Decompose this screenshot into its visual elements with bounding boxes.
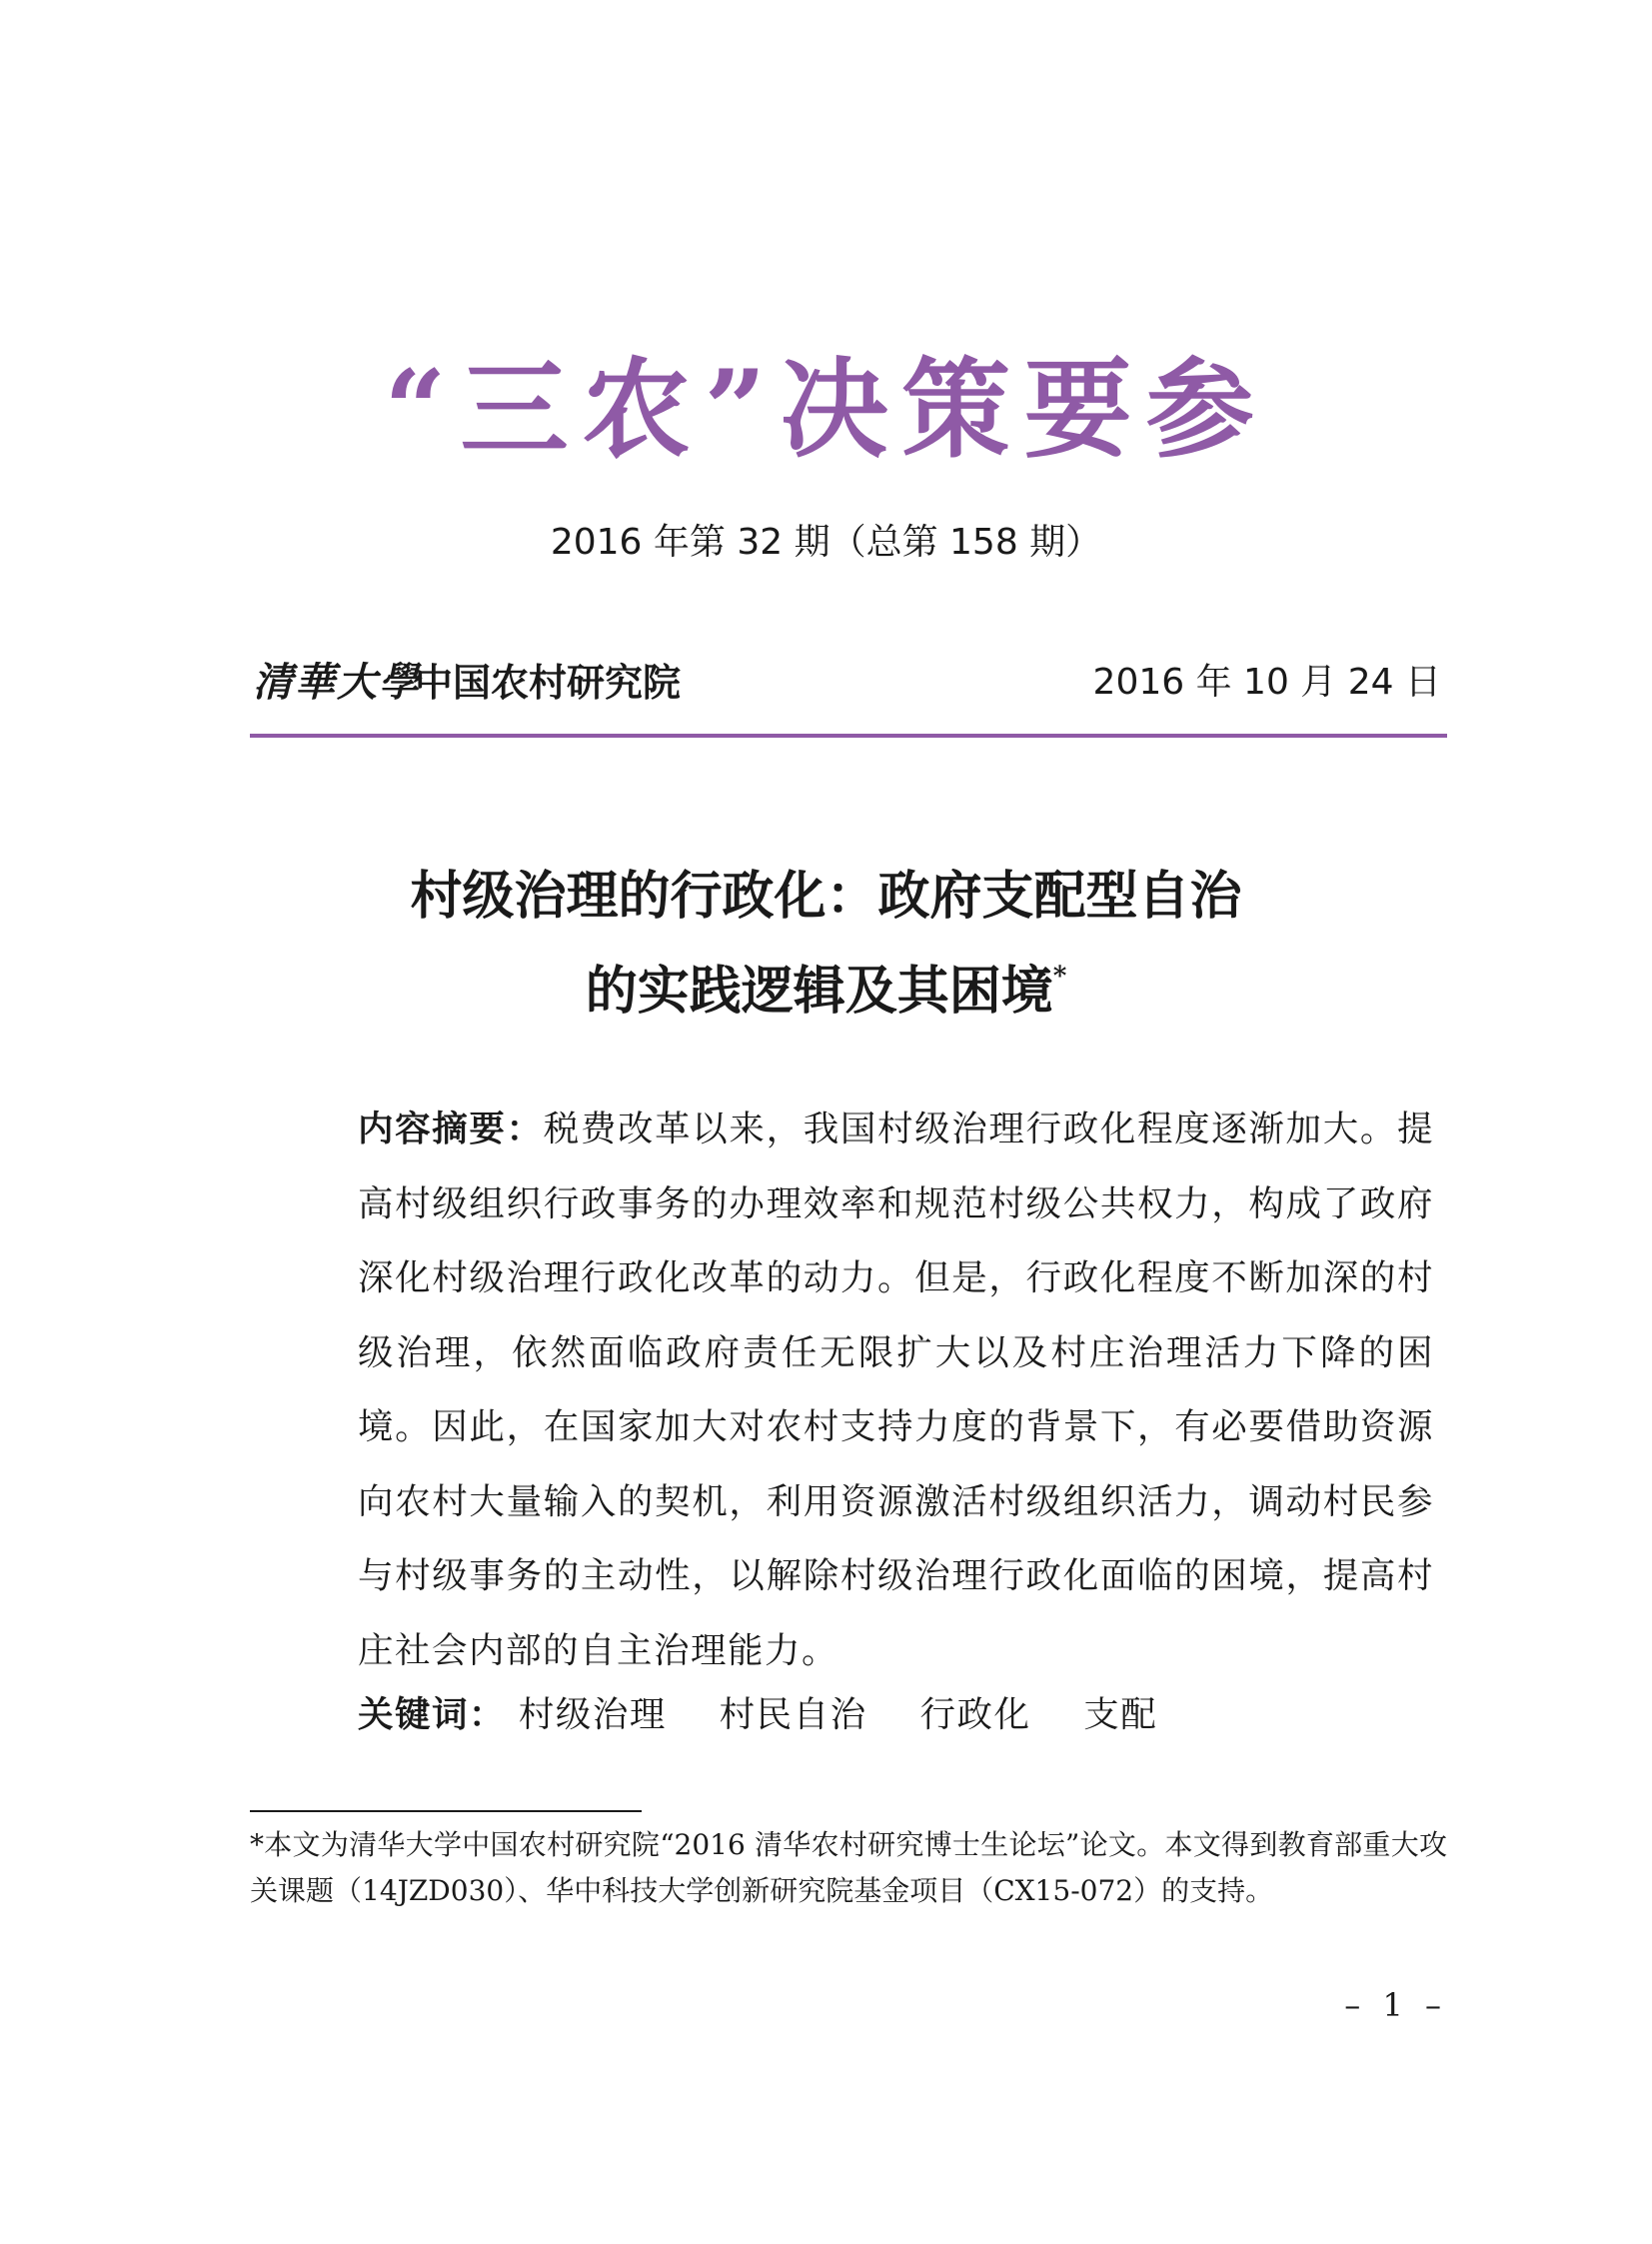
page-number: – 1 –	[1344, 1986, 1447, 2024]
issue-number: 2016 年第 32 期（总第 158 期）	[550, 522, 1102, 563]
abstract	[280, 1093, 1434, 1688]
keyword: 村民自治	[719, 1694, 867, 1735]
publication-date: 2016 年 10 月 24 日	[1092, 662, 1441, 703]
article-title-line-1: 村级治理的行政化：政府支配型自治	[410, 866, 1242, 927]
institution-name: 中国农村研究院	[415, 660, 682, 705]
abstract-text: 税费改革以来，我国村级治理行政化程度逐渐加大。提高村级组织行政事务的办理效率和规范村级公共权力，构成了政府深化村级治理行政化改革的动力。但是，行政化程度不断加深的村级治理，依然面临政府责任无限扩大以及村庄治理活力下降的困境。因此，在国家加大对农村支持力度的背景下，有必要借助资源向农村大量输入的契机，利用资源激活村级组织活力，调动村民参与村级事务的主动性，以解除村级治理行政化面临的困境，提高村庄社会内部的自主治理能力。	[358, 1109, 1434, 1671]
institution-logo: 清華大學	[253, 659, 421, 706]
header-divider	[250, 734, 1447, 738]
footnote: *本文为清华大学中国农村研究院“2016 清华农村研究博士生论坛”论文。本文得到教育部重大攻关课题（14JZD030）、华中科技大学创新研究院基金项目（CX15-072）的支持。	[250, 1828, 1447, 1907]
keyword: 支配	[1083, 1694, 1158, 1735]
keywords	[358, 1685, 1197, 1745]
abstract-label: 内容摘要：	[358, 1109, 544, 1149]
masthead-title: “三农”决策要参	[384, 347, 1268, 473]
article-title-text: 的实践逻辑及其困境	[585, 961, 1053, 1022]
keyword: 行政化	[919, 1694, 1031, 1735]
keyword: 村级治理	[518, 1694, 667, 1735]
keywords-label: 关键词：	[358, 1694, 507, 1735]
footnote-divider	[250, 1810, 642, 1812]
article-title-line-2	[0, 957, 1652, 1027]
footnote-marker: *	[1052, 962, 1067, 992]
